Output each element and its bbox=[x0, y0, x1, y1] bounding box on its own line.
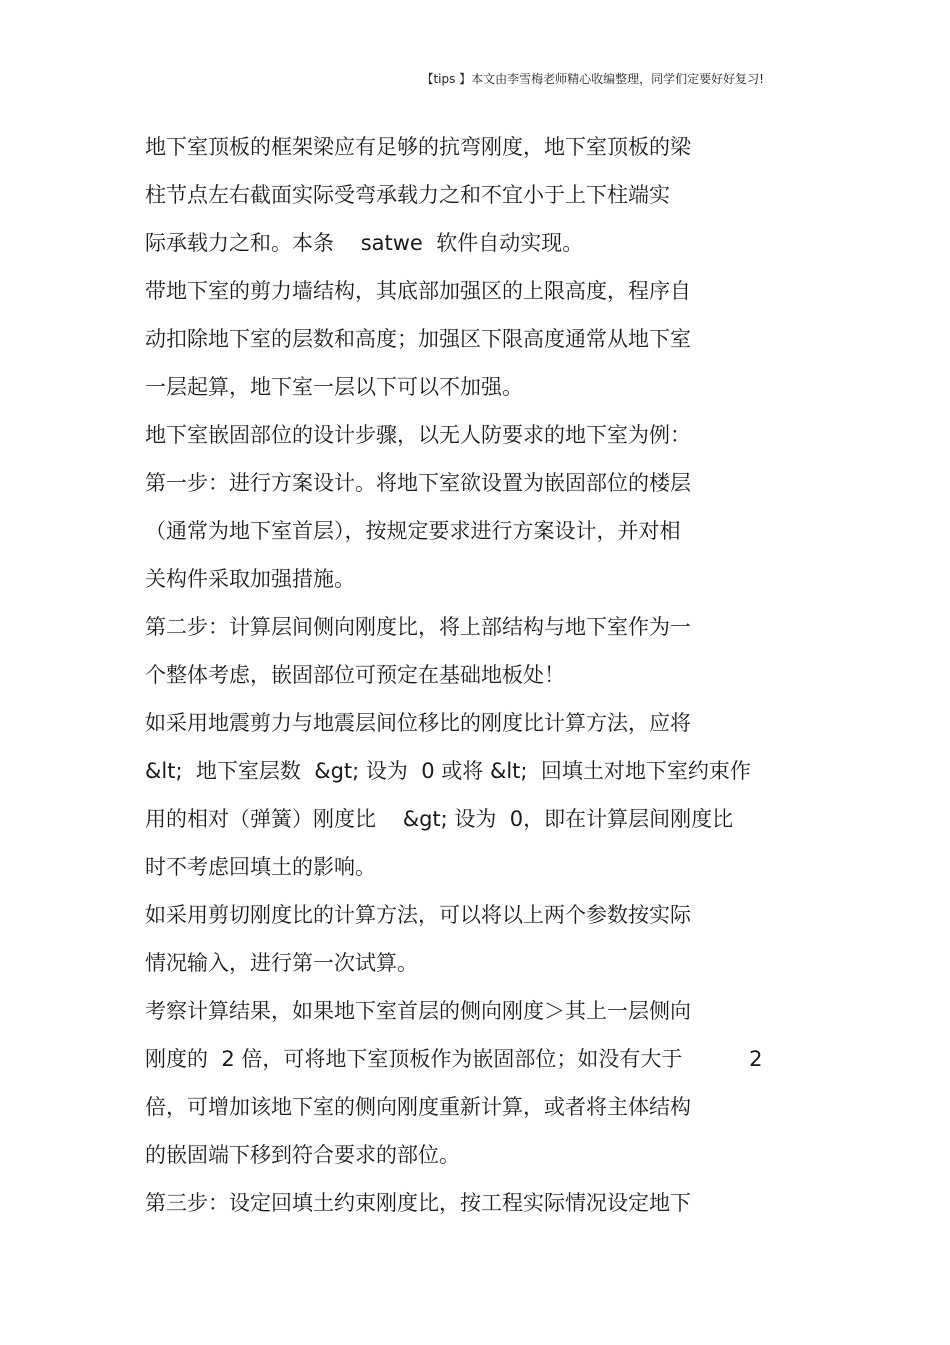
text-line: 如采用地震剪力与地震层间位移比的刚度比计算方法，应将 bbox=[145, 711, 691, 735]
text-line: 时不考虑回填土的影响。 bbox=[145, 855, 376, 879]
text-line: 动扣除地下室的层数和高度；加强区下限高度通常从地下室 bbox=[145, 327, 691, 351]
text-line: 用的相对（弹簧）刚度比 &gt; 设为 0，即在计算层间刚度比 bbox=[145, 807, 734, 831]
body-text bbox=[145, 130, 805, 1234]
text-line: 地下室嵌固部位的设计步骤，以无人防要求的地下室为例： bbox=[145, 423, 691, 447]
text-line: 情况输入，进行第一次试算。 bbox=[145, 951, 418, 975]
text-line: 际承载力之和。本条 satwe 软件自动实现。 bbox=[145, 231, 584, 255]
text-line: 刚度的 2 倍，可将地下室顶板作为嵌固部位；如没有大于 2 bbox=[145, 1047, 763, 1071]
header-tips-note: 【tips 】本文由李雪梅老师精心收编整理，同学们定要好好复习! bbox=[421, 72, 764, 86]
text-line: 关构件采取加强措施。 bbox=[145, 567, 355, 591]
text-line: 一层起算，地下室一层以下可以不加强。 bbox=[145, 375, 523, 399]
text-line: 第一步：进行方案设计。将地下室欲设置为嵌固部位的楼层 bbox=[145, 471, 691, 495]
text-line: &lt; 地下室层数 &gt; 设为 0 或将 &lt; 回填土对地下室约束作 bbox=[145, 759, 751, 783]
text-line: 如采用剪切刚度比的计算方法，可以将以上两个参数按实际 bbox=[145, 903, 691, 927]
text-line: 地下室顶板的框架梁应有足够的抗弯刚度，地下室顶板的梁 bbox=[145, 135, 691, 159]
text-line: 柱节点左右截面实际受弯承载力之和不宜小于上下柱端实 bbox=[145, 183, 670, 207]
text-line: 倍，可增加该地下室的侧向刚度重新计算，或者将主体结构 bbox=[145, 1095, 691, 1119]
text-line: 考察计算结果，如果地下室首层的侧向刚度＞其上一层侧向 bbox=[145, 999, 691, 1023]
text-line: 带地下室的剪力墙结构，其底部加强区的上限高度，程序自 bbox=[145, 279, 691, 303]
text-line: 个整体考虑，嵌固部位可预定在基础地板处！ bbox=[145, 663, 565, 687]
text-line: 的嵌固端下移到符合要求的部位。 bbox=[145, 1143, 460, 1167]
text-line: 第二步：计算层间侧向刚度比，将上部结构与地下室作为一 bbox=[145, 615, 691, 639]
text-line: （通常为地下室首层），按规定要求进行方案设计，并对相 bbox=[145, 519, 681, 543]
text-line: 第三步：设定回填土约束刚度比，按工程实际情况设定地下 bbox=[145, 1191, 691, 1215]
